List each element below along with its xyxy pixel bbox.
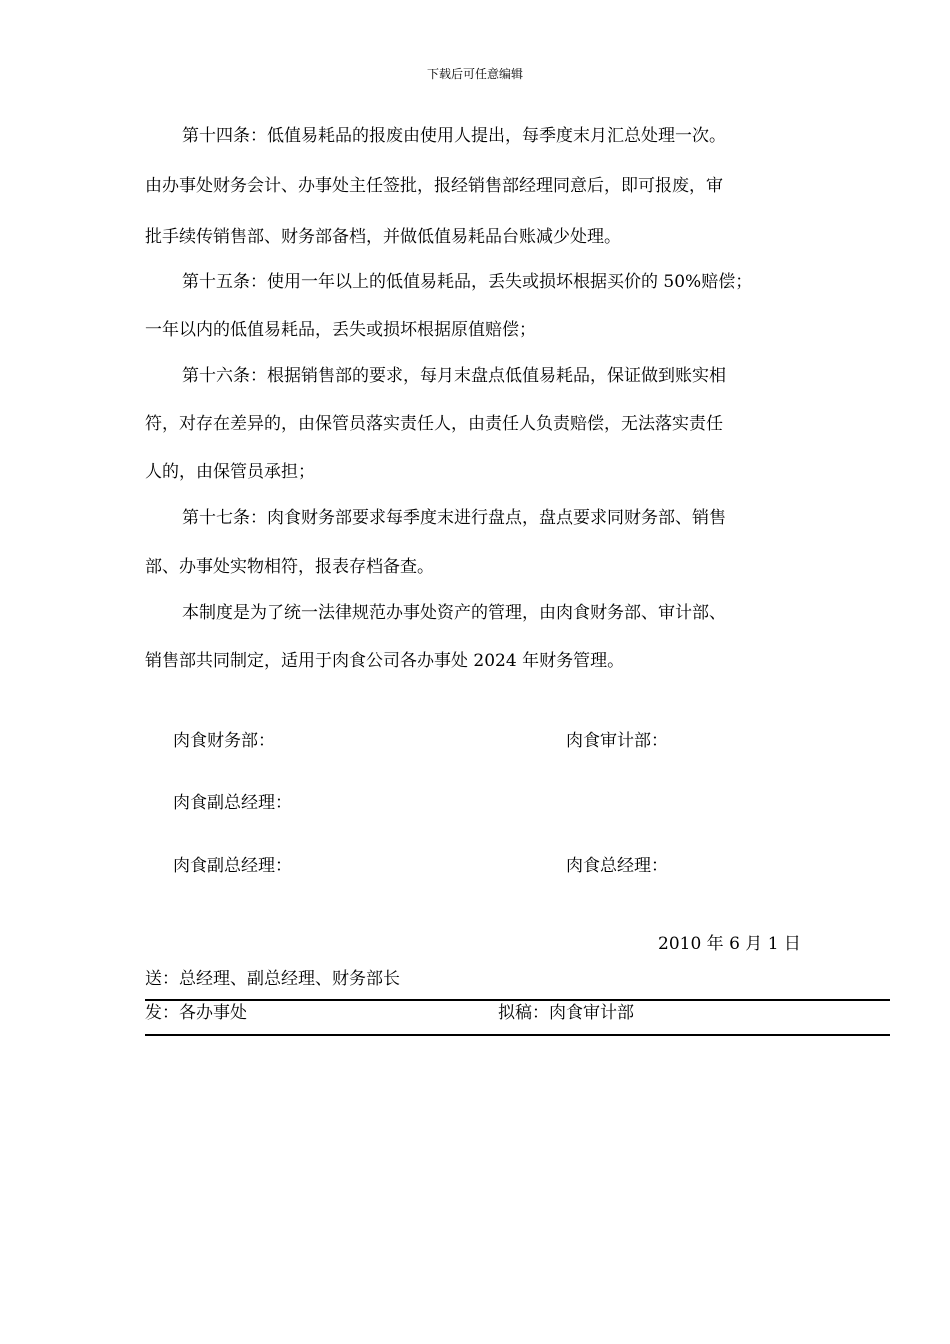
paragraph-line: 人的，由保管员承担； (145, 462, 315, 482)
paragraph-line: 第十五条：使用一年以上的低值易耗品，丢失或损坏根据买价的 50%赔偿； (182, 272, 753, 292)
paragraph-line: 第十四条：低值易耗品的报废由使用人提出，每季度末月汇总处理一次。 (182, 126, 726, 146)
page-header-note: 下载后可任意编辑 (426, 67, 523, 81)
paragraph-line: 部、办事处实物相符，报表存档备查。 (145, 557, 434, 577)
paragraph-line: 第十七条：肉食财务部要求每季度末进行盘点，盘点要求同财务部、销售 (182, 508, 726, 528)
paragraph-line: 一年以内的低值易耗品，丢失或损坏根据原值赔偿； (145, 320, 536, 340)
issue-to-line: 发：各办事处 (145, 1003, 247, 1023)
footer-bottom-rule (145, 1034, 890, 1036)
paragraph-line: 符，对存在差异的，由保管员落实责任人，由责任人负责赔偿，无法落实责任 (145, 414, 723, 434)
signature-deputy-gm-label-2: 肉食副总经理： (173, 856, 292, 876)
send-to-line: 送：总经理、副总经理、财务部长 (145, 969, 400, 989)
paragraph-line: 由办事处财务会计、办事处主任签批，报经销售部经理同意后，即可报废，审 (145, 176, 723, 196)
paragraph-line: 批手续传销售部、财务部备档，并做低值易耗品台账减少处理。 (145, 227, 621, 247)
signature-gm-label: 肉食总经理： (566, 856, 668, 876)
drafted-by-line: 拟稿：肉食审计部 (498, 1003, 634, 1023)
document-date: 2010 年 6 月 1 日 (658, 934, 801, 954)
paragraph-line: 第十六条：根据销售部的要求，每月末盘点低值易耗品，保证做到账实相 (182, 366, 726, 386)
paragraph-line: 本制度是为了统一法律规范办事处资产的管理，由肉食财务部、审计部、 (182, 603, 726, 623)
paragraph-line: 销售部共同制定，适用于肉食公司各办事处 2024 年财务管理。 (145, 651, 625, 671)
signature-audit-label: 肉食审计部： (566, 731, 668, 751)
signature-finance-label: 肉食财务部： (173, 731, 275, 751)
signature-deputy-gm-label: 肉食副总经理： (173, 793, 292, 813)
